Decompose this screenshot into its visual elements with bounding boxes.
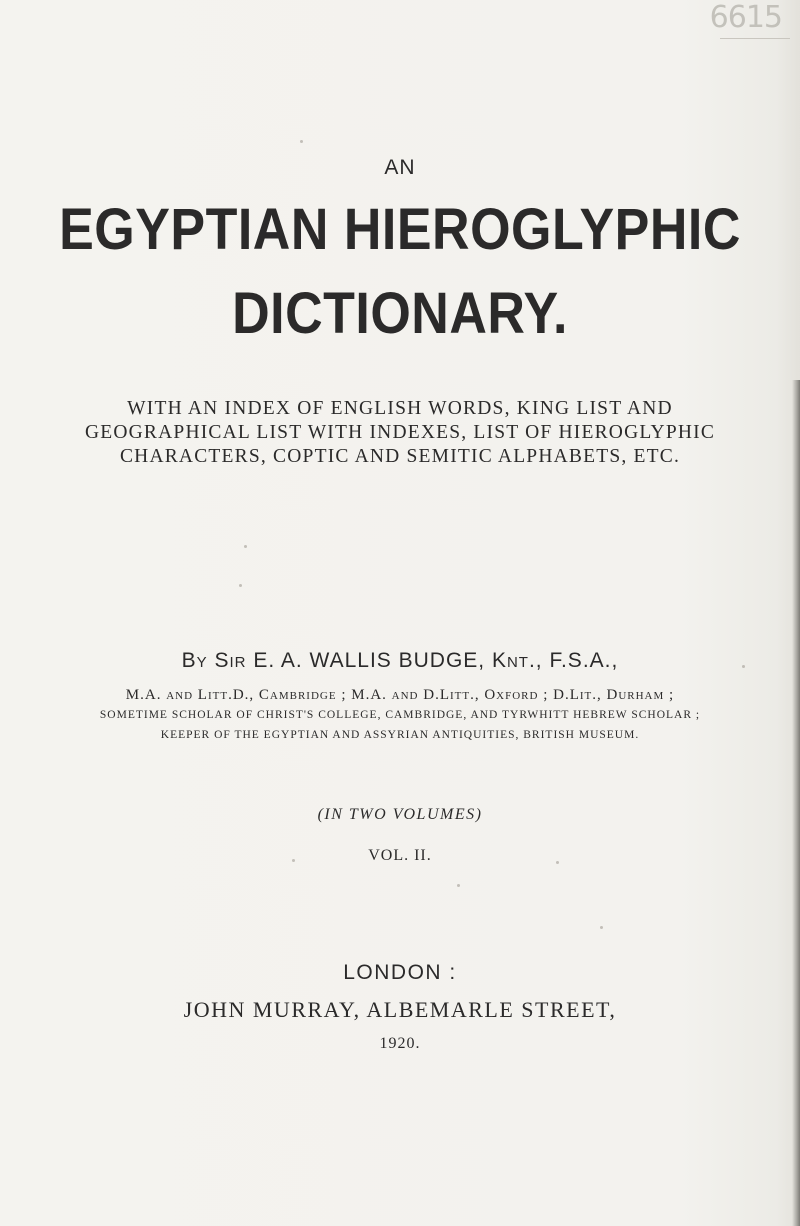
volume-number: VOL. II. (368, 847, 432, 864)
paper-speck (556, 861, 559, 864)
author-line: By Sir E. A. WALLIS BUDGE, Knt., F.S.A., (181, 649, 619, 672)
paper-speck (300, 140, 303, 143)
page-edge-shadow (792, 380, 800, 1226)
credentials-line-3: KEEPER OF THE EGYPTIAN AND ASSYRIAN ANTIQUITIES, BRITISH MUSEUM. (160, 729, 640, 741)
imprint-year: 1920. (379, 1035, 421, 1052)
imprint-publisher: JOHN MURRAY, ALBEMARLE STREET, (183, 997, 617, 1022)
paper-speck (457, 884, 460, 887)
paper-speck (742, 665, 745, 668)
paper-speck (600, 926, 603, 929)
subtitle-line-2: GEOGRAPHICAL LIST WITH INDEXES, LIST OF HIEROGLYPHIC (84, 422, 716, 443)
title-line-1: EGYPTIAN HIEROGLYPHIC (59, 197, 741, 263)
credentials-line-1: M.A. and Litt.D., Cambridge ; M.A. and D.Litt., Oxford ; D.Lit., Durham ; (125, 687, 675, 703)
credentials-line-2: SOMETIME SCHOLAR OF CHRIST'S COLLEGE, CAMBRIDGE, AND TYRWHITT HEBREW SCHOLAR ; (99, 709, 701, 721)
corner-pencil-mark: 6615 (709, 0, 782, 35)
paper-speck (244, 545, 247, 548)
corner-underline (720, 38, 790, 39)
imprint-city: LONDON : (343, 961, 457, 984)
volumes-note: (IN TWO VOLUMES) (317, 806, 483, 823)
paper-speck (239, 584, 242, 587)
title-article: AN (384, 156, 416, 179)
title-line-2: DICTIONARY. (232, 281, 568, 347)
subtitle-line-3: CHARACTERS, COPTIC AND SEMITIC ALPHABETS, ETC. (119, 446, 681, 467)
subtitle-line-1: WITH AN INDEX OF ENGLISH WORDS, KING LIST AND (127, 398, 673, 419)
paper-speck (292, 859, 295, 862)
